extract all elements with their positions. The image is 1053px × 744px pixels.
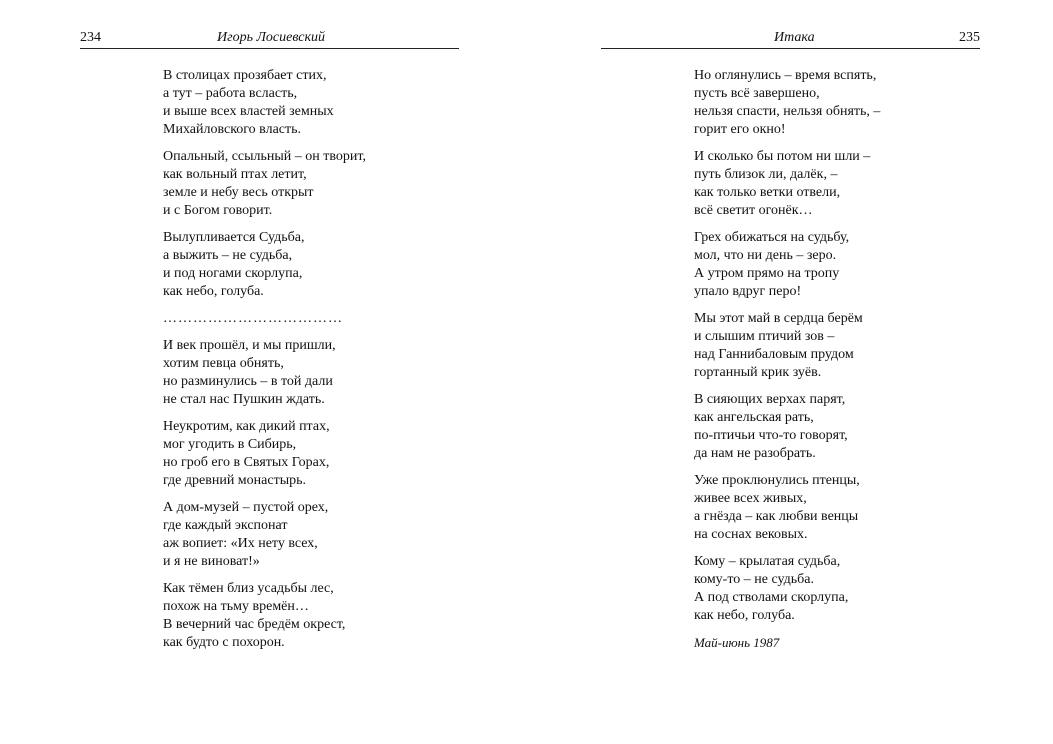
stanza bbox=[163, 580, 366, 652]
stanza bbox=[694, 472, 880, 544]
poem-line: над Ганнибаловым прудом bbox=[694, 347, 854, 362]
poem-line: как только ветки отвели, bbox=[694, 185, 841, 200]
poem-line: А под стволами скорлупа, bbox=[694, 590, 849, 605]
poem-line: В столицах прозябает стих, bbox=[163, 68, 327, 83]
poem-line: похож на тьму времён… bbox=[163, 599, 309, 614]
right-poem bbox=[694, 67, 880, 652]
poem-line: где каждый экспонат bbox=[163, 518, 288, 533]
page-number: 235 bbox=[959, 30, 980, 45]
poem-line: кому-то – не судьба. bbox=[694, 572, 814, 587]
poem-line: мог угодить в Сибирь, bbox=[163, 437, 297, 452]
stanza bbox=[694, 391, 880, 463]
poem-line: не стал нас Пушкин ждать. bbox=[163, 392, 325, 407]
poem-line: где древний монастырь. bbox=[163, 473, 306, 488]
page-number: 234 bbox=[80, 30, 101, 45]
running-head-title: Итака bbox=[774, 30, 815, 45]
poem-line: путь близок ли, далёк, – bbox=[694, 167, 838, 182]
stanza bbox=[694, 310, 880, 382]
poem-line: А дом-музей – пустой орех, bbox=[163, 500, 329, 515]
stanza bbox=[163, 418, 366, 490]
stanza bbox=[694, 148, 880, 220]
poem-line: Михайловского власть. bbox=[163, 122, 302, 137]
poem-line: Мы этот май в сердца берём bbox=[694, 311, 863, 326]
left-poem bbox=[163, 67, 366, 661]
left-page-header bbox=[80, 30, 459, 49]
poem-line: как будто с похорон. bbox=[163, 635, 285, 650]
poem-line: и выше всех властей земных bbox=[163, 104, 334, 119]
poem-line: земле и небу весь открыт bbox=[163, 185, 314, 200]
poem-line: А утром прямо на тропу bbox=[694, 266, 840, 281]
poem-line: как вольный птах летит, bbox=[163, 167, 307, 182]
stanza bbox=[694, 553, 880, 625]
poem-line: Вылупливается Судьба, bbox=[163, 230, 305, 245]
poem-line: Кому – крылатая судьба, bbox=[694, 554, 841, 569]
left-page bbox=[0, 0, 526, 744]
poem-line: всё светит огонёк… bbox=[694, 203, 813, 218]
poem-line: и слышим птичий зов – bbox=[694, 329, 835, 344]
poem-line: как небо, голуба. bbox=[694, 608, 795, 623]
poem-line: живее всех живых, bbox=[694, 491, 807, 506]
poem-line: Неукротим, как дикий птах, bbox=[163, 419, 330, 434]
poem-line: Но оглянулись – время вспять, bbox=[694, 68, 877, 83]
running-head-author: Игорь Лосиевский bbox=[217, 30, 326, 45]
stanza bbox=[694, 229, 880, 301]
poem-line: гортанный крик зуёв. bbox=[694, 365, 822, 380]
poem-line: В вечерний час бредём окрест, bbox=[163, 617, 346, 632]
poem-line: и под ногами скорлупа, bbox=[163, 266, 303, 281]
poem-line: как ангельская рать, bbox=[694, 410, 814, 425]
poem-line: по-птичьи что-то говорят, bbox=[694, 428, 848, 443]
poem-line: как небо, голуба. bbox=[163, 284, 264, 299]
stanza bbox=[163, 499, 366, 571]
poem-line: Как тёмен близ усадьбы лес, bbox=[163, 581, 334, 596]
poem-line: пусть всё завершено, bbox=[694, 86, 820, 101]
poem-line: да нам не разобрать. bbox=[694, 446, 816, 461]
stanza bbox=[163, 337, 366, 409]
poem-line: И сколько бы потом ни шли – bbox=[694, 149, 871, 164]
right-page bbox=[526, 0, 1053, 744]
poem-line: мол, что ни день – зеро. bbox=[694, 248, 837, 263]
poem-line: а тут – работа всласть, bbox=[163, 86, 298, 101]
poem-line: на соснах вековых. bbox=[694, 527, 808, 542]
poem-line: горит его окно! bbox=[694, 122, 786, 137]
poem-line: аж вопиет: «Их нету всех, bbox=[163, 536, 318, 551]
section-separator: ……………………………… bbox=[163, 311, 343, 326]
poem-line: хотим певца обнять, bbox=[163, 356, 284, 371]
stanza bbox=[163, 229, 366, 301]
poem-date: Май-июнь 1987 bbox=[694, 635, 780, 650]
poem-line: а гнёзда – как любви венцы bbox=[694, 509, 859, 524]
poem-line: И век прошёл, и мы пришли, bbox=[163, 338, 336, 353]
stanza bbox=[163, 148, 366, 220]
stanza bbox=[694, 67, 880, 139]
poem-line: но гроб его в Святых Горах, bbox=[163, 455, 330, 470]
poem-line: а выжить – не судьба, bbox=[163, 248, 293, 263]
poem-line: и с Богом говорит. bbox=[163, 203, 273, 218]
poem-line: Уже проклюнулись птенцы, bbox=[694, 473, 860, 488]
poem-line: Опальный, ссыльный – он творит, bbox=[163, 149, 366, 164]
poem-line: но разминулись – в той дали bbox=[163, 374, 333, 389]
poem-line: В сияющих верхах парят, bbox=[694, 392, 846, 407]
right-page-header bbox=[601, 30, 980, 49]
stanza bbox=[163, 67, 366, 139]
poem-line: нельзя спасти, нельзя обнять, – bbox=[694, 104, 881, 119]
poem-line: Грех обижаться на судьбу, bbox=[694, 230, 850, 245]
poem-line: упало вдруг перо! bbox=[694, 284, 802, 299]
poem-line: и я не виноват!» bbox=[163, 554, 260, 569]
